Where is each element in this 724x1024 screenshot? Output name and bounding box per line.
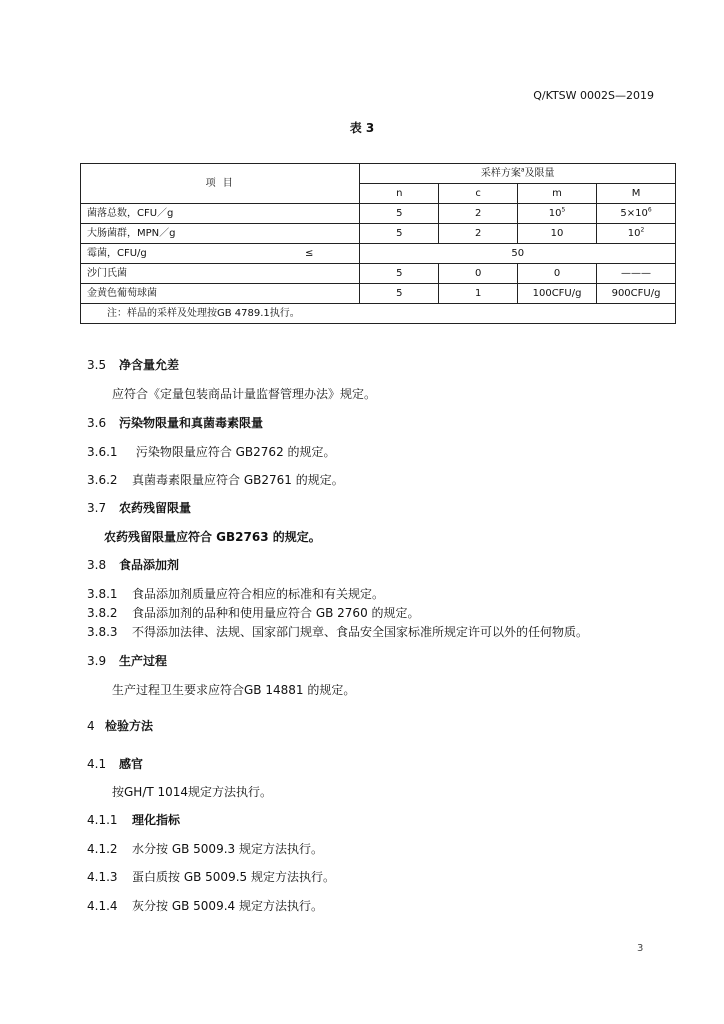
section-text: 生产过程卫生要求应符合GB 14881 的规定。 <box>112 683 356 697</box>
section-heading: 3.5 净含量允差 <box>87 358 180 372</box>
section-text: 农药残留限量应符合 GB2763 的规定。 <box>104 530 321 544</box>
row-M: $10^2$ <box>597 224 676 244</box>
table-row <box>81 284 676 304</box>
row-m: $10^5$ <box>518 204 597 224</box>
table-row <box>81 244 676 264</box>
section-clause: 3.6.1 污染物限量应符合 GB2762 的规定。 <box>87 445 336 459</box>
row-n: 5 <box>360 204 439 224</box>
section-text: 应符合《定量包装商品计量监督管理办法》规定。 <box>112 387 377 401</box>
document-code: Q/KTSW 0002S—2019 <box>533 89 654 102</box>
row-M: 900CFU/g <box>597 284 676 304</box>
table-note: 注：样品的采样及处理按GB 4789.1执行。 <box>81 304 676 324</box>
row-M: ——— <box>597 264 676 284</box>
row-m: 100CFU/g <box>518 284 597 304</box>
row-n: 5 <box>360 264 439 284</box>
section-heading: 4.1 感官 <box>87 757 144 771</box>
row-c: 2 <box>439 224 518 244</box>
limits-table <box>80 163 676 324</box>
section-heading: 3.8 食品添加剂 <box>87 558 180 572</box>
row-c: 1 <box>439 284 518 304</box>
row-m: 0 <box>518 264 597 284</box>
section-text: 按GH/T 1014规定方法执行。 <box>112 785 273 799</box>
sub-header-c: c <box>439 184 518 204</box>
row-M: $5\times 10^6$ <box>597 204 676 224</box>
row-item: 金黄色葡萄球菌 <box>81 284 360 304</box>
section-clause: 3.8.2 食品添加剂的品种和使用量应符合 GB 2760 的规定。 <box>87 606 420 620</box>
row-item: 霉菌，CFU/g ≤ <box>81 244 360 264</box>
row-m: 10 <box>518 224 597 244</box>
section-clause: 3.8.1 食品添加剂质量应符合相应的标准和有关规定。 <box>87 587 385 601</box>
section-clause: 4.1.2 水分按 GB 5009.3 规定方法执行。 <box>87 842 323 856</box>
item-header: 项 目 <box>81 164 360 204</box>
section-heading: 3.9 生产过程 <box>87 654 168 668</box>
row-n: 5 <box>360 224 439 244</box>
section-clause: 3.8.3 不得添加法律、法规、国家部门规章、食品安全国家标准所规定许可以外的任何物质。 <box>87 625 589 639</box>
row-merged-limit: 50 <box>360 244 676 264</box>
table-row <box>81 264 676 284</box>
plan-header: 采样方案$^a$及限量 <box>360 164 676 184</box>
section-clause: 4.1.4 灰分按 GB 5009.4 规定方法执行。 <box>87 899 323 913</box>
row-n: 5 <box>360 284 439 304</box>
table-row <box>81 224 676 244</box>
table-title: 表 3 <box>349 121 375 135</box>
row-c: 2 <box>439 204 518 224</box>
sub-header-n: n <box>360 184 439 204</box>
page-number: 3 <box>637 943 644 954</box>
section-clause: 3.6.2 真菌毒素限量应符合 GB2761 的规定。 <box>87 473 344 487</box>
row-item: 沙门氏菌 <box>81 264 360 284</box>
section-heading: 4.1.1 理化指标 <box>87 813 181 827</box>
sub-header-M: M <box>597 184 676 204</box>
row-c: 0 <box>439 264 518 284</box>
sub-header-m: m <box>518 184 597 204</box>
row-item: 大肠菌群，MPN／g <box>81 224 360 244</box>
section-heading: 3.7 农药残留限量 <box>87 501 192 515</box>
section-clause: 4.1.3 蛋白质按 GB 5009.5 规定方法执行。 <box>87 870 335 884</box>
chapter-heading: 4 检验方法 <box>87 719 154 733</box>
section-heading: 3.6 污染物限量和真菌毒素限量 <box>87 416 264 430</box>
table-row <box>81 204 676 224</box>
row-item: 菌落总数，CFU／g <box>81 204 360 224</box>
